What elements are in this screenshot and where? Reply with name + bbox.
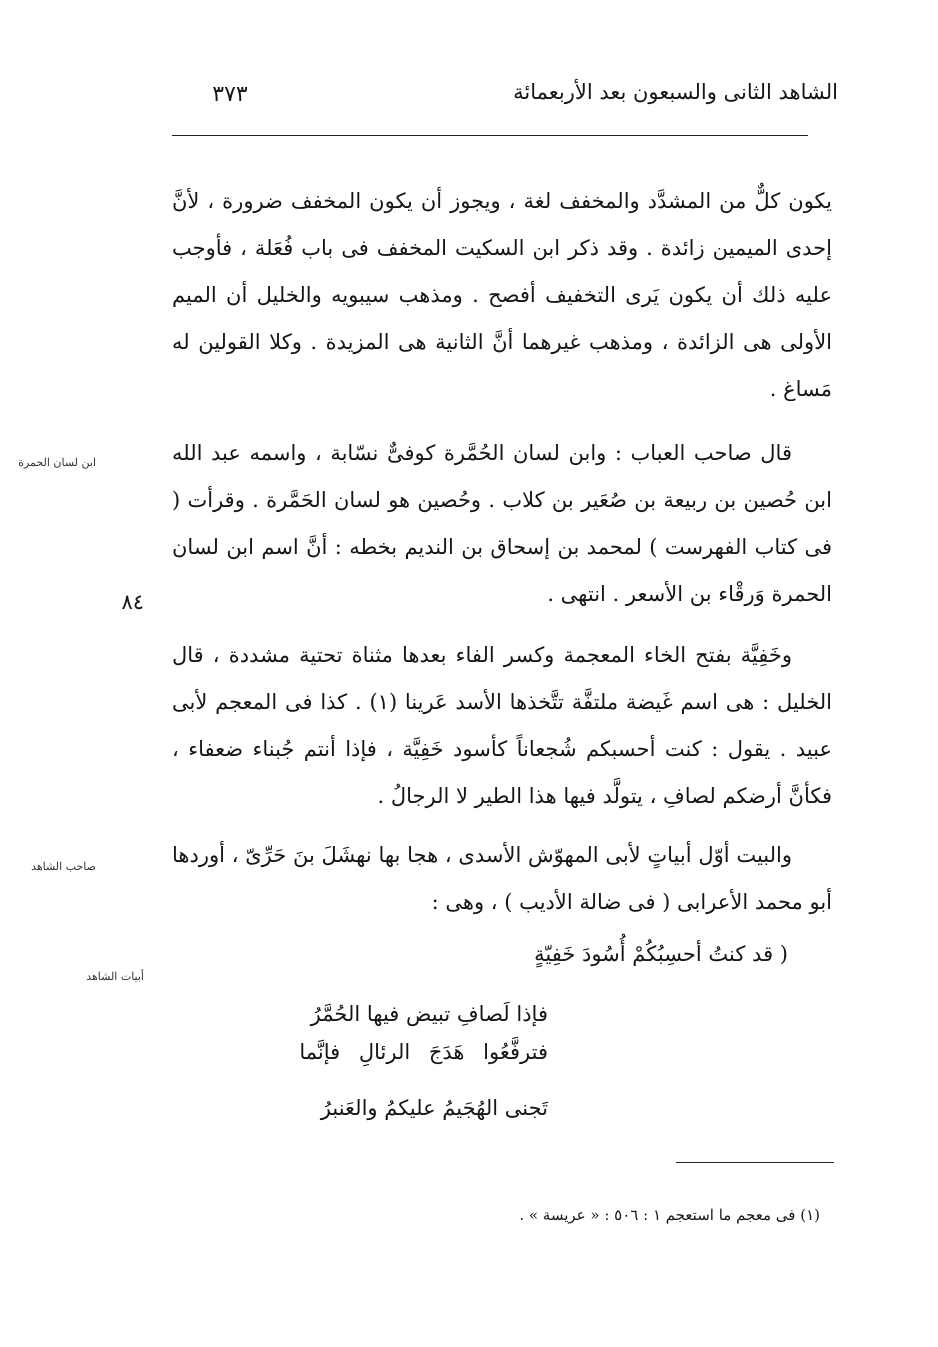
margin-page-reference: ٨٤: [121, 590, 144, 614]
paragraph-4: والبيت أوّل أبياتٍ لأبى المهوّش الأسدى ، هجا بها نهشَلَ بنَ حَرِّىّ ، أوردها أبو محمد الأعرابى ( فى ضالة الأديب ) ، وهى :: [172, 843, 832, 914]
page-number: ٣٧٣: [212, 82, 248, 107]
paragraph-1: يكون كلٌّ من المشدَّد والمخفف لغة ، ويجوز أن يكون المخفف ضرورة ، لأنَّ إحدى الميمين زائدة . وقد ذكر ابن السكيت المخفف فى باب فُعَلة ، فأوجب عليه ذلك أن يكون يَرى التخفيف أفصح . ومذهب سيبويه والخليل أن الميم الأولى هى الزائدة ، ومذهب غيرهما أنَّ الثانية هى المزيدة . وكلا القولين له مَساغ .: [172, 189, 832, 401]
footnote: (١) فى معجم ما استعجم ١ : ٥٠٦ : « عريسة » .: [519, 1206, 820, 1224]
footnote-rule: [676, 1162, 834, 1163]
verse-line-3: فترفَّعُوا هَدَجَ الرئالِ فإنَّما: [299, 1040, 548, 1064]
margin-note-ibn-lisan: ابن لسان الحمرة: [18, 456, 96, 469]
verse-line-2: فإذا لَصافِ تبيض فيها الحُمَّرُ: [310, 1002, 548, 1026]
paragraph-2: قال صاحب العباب : وابن لسان الحُمَّرة كوفىٌّ نسّابة ، واسمه عبد الله ابن حُصين بن ربيعة بن صُعَير بن كلاب . وحُصين هو لسان الحَمَّرة . وقرأت ( فى كتاب الفهرست ) لمحمد بن إسحاق بن النديم بخطه : أنَّ اسم ابن لسان الحمرة وَرقْاء بن الأسعر . انتهى .: [172, 441, 832, 606]
running-title: الشاهد الثانى والسبعون بعد الأربعمائة: [513, 80, 838, 104]
margin-note-poet: صاحب الشاهد: [31, 860, 96, 873]
margin-note-verses: أبيات الشاهد: [86, 970, 144, 983]
paragraph-3: وخَفِيَّة بفتح الخاء المعجمة وكسر الفاء بعدها مثناة تحتية مشددة ، قال الخليل : هى اسم غَيضة ملتفَّة تتَّخذها الأسد عَرينا (١) . كذا فى المعجم لأبى عبيد . يقول : كنت أحسبكم شُجعاناً كأسود خَفِيَّة ، فإذا أنتم جُبناء ضعفاء ، فكأنَّ أرضكم لصافِ ، يتولَّد فيها هذا الطير لا الرجالُ .: [172, 643, 832, 808]
verse-line-1: ( قد كنتُ أحسِبُكُمْ أُسُودَ خَفِيّةٍ: [534, 942, 788, 966]
verse-line-4: تَجنى الهُجَيمُ عليكمُ والعَنبرُ: [320, 1096, 548, 1120]
header-rule: [172, 135, 808, 136]
